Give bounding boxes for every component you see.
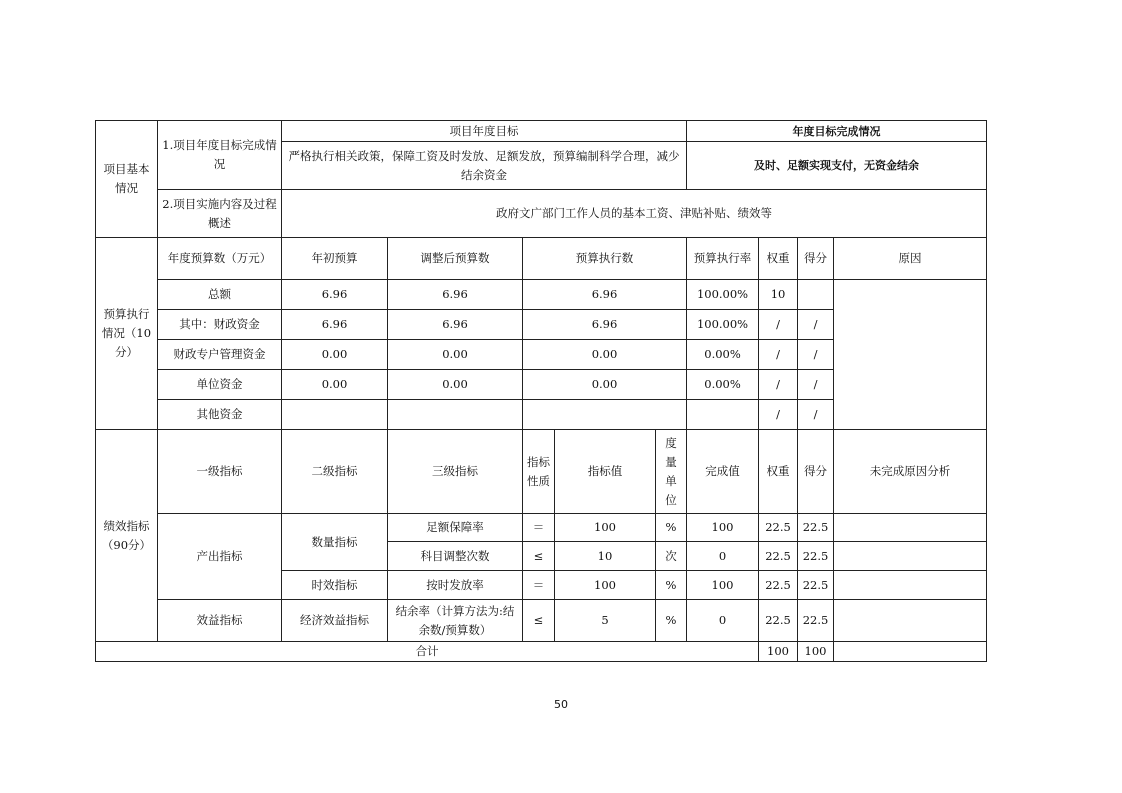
page-number: 50 <box>554 698 568 711</box>
perf-row-done: 100 <box>687 571 759 600</box>
perf-row-unit: % <box>656 571 687 600</box>
budget-row-rate: 100.00% <box>687 280 759 310</box>
perf-row-reason <box>834 542 987 571</box>
budget-row-initial <box>282 400 388 430</box>
budget-row-executed: 0.00 <box>523 370 687 400</box>
perf-row-name: 足额保障率 <box>388 514 523 542</box>
perf-row-name: 科目调整次数 <box>388 542 523 571</box>
budget-row-weight: / <box>759 310 798 340</box>
budget-row-rate: 0.00% <box>687 340 759 370</box>
budget-row-label: 其他资金 <box>158 400 282 430</box>
economic-indicator-label: 经济效益指标 <box>282 600 388 642</box>
annual-goal-header: 项目年度目标 <box>282 121 687 142</box>
budget-row-label: 其中：财政资金 <box>158 310 282 340</box>
budget-row-initial: 6.96 <box>282 310 388 340</box>
budget-row-label: 总额 <box>158 280 282 310</box>
budget-header-score: 得分 <box>798 238 834 280</box>
budget-header-annual: 年度预算数（万元） <box>158 238 282 280</box>
budget-row-adjusted: 6.96 <box>388 310 523 340</box>
perf-header-reason: 未完成原因分析 <box>834 430 987 514</box>
budget-header-initial: 年初预算 <box>282 238 388 280</box>
perf-row-nature: ≤ <box>523 600 555 642</box>
perf-row-nature: ≤ <box>523 542 555 571</box>
perf-header-level3: 三级指标 <box>388 430 523 514</box>
performance-evaluation-table <box>95 120 987 662</box>
perf-header-nature: 指标性质 <box>523 430 555 514</box>
perf-row-value: 10 <box>555 542 656 571</box>
budget-row-initial: 0.00 <box>282 370 388 400</box>
budget-row-weight: / <box>759 340 798 370</box>
total-score: 100 <box>798 642 834 662</box>
perf-row-weight: 22.5 <box>759 514 798 542</box>
perf-header-done: 完成值 <box>687 430 759 514</box>
budget-row-weight: / <box>759 370 798 400</box>
perf-row-done: 0 <box>687 600 759 642</box>
perf-row-score: 22.5 <box>798 514 834 542</box>
budget-row-score: / <box>798 310 834 340</box>
perf-header-weight: 权重 <box>759 430 798 514</box>
budget-row-executed: 6.96 <box>523 280 687 310</box>
perf-row-value: 100 <box>555 514 656 542</box>
budget-header-weight: 权重 <box>759 238 798 280</box>
perf-row <box>96 514 987 542</box>
budget-header-executed: 预算执行数 <box>523 238 687 280</box>
budget-section-label: 预算执行情况（10分） <box>96 238 158 430</box>
perf-row-value: 5 <box>555 600 656 642</box>
budget-row-weight: / <box>759 400 798 430</box>
perf-row-reason <box>834 571 987 600</box>
perf-row-weight: 22.5 <box>759 542 798 571</box>
budget-row-rate <box>687 400 759 430</box>
timeliness-indicator-label: 时效指标 <box>282 571 388 600</box>
perf-header-level1: 一级指标 <box>158 430 282 514</box>
budget-row <box>96 280 987 310</box>
perf-row-score: 22.5 <box>798 542 834 571</box>
total-label: 合计 <box>96 642 759 662</box>
budget-row-score: / <box>798 370 834 400</box>
total-row <box>96 642 987 662</box>
budget-row-score <box>798 280 834 310</box>
output-indicator-label: 产出指标 <box>158 514 282 600</box>
goal-completion-text: 及时、足额实现支付，无资金结余 <box>687 142 987 190</box>
project-content-label: 2.项目实施内容及过程概述 <box>158 190 282 238</box>
total-reason <box>834 642 987 662</box>
perf-row-score: 22.5 <box>798 571 834 600</box>
perf-header-level2: 二级指标 <box>282 430 388 514</box>
perf-header-unit: 度量单位 <box>656 430 687 514</box>
budget-row-adjusted: 0.00 <box>388 340 523 370</box>
perf-row-weight: 22.5 <box>759 600 798 642</box>
budget-row-adjusted: 0.00 <box>388 370 523 400</box>
perf-row-nature: ＝ <box>523 571 555 600</box>
budget-row-label: 财政专户管理资金 <box>158 340 282 370</box>
perf-row-reason <box>834 600 987 642</box>
budget-row-executed: 6.96 <box>523 310 687 340</box>
budget-row-initial: 6.96 <box>282 280 388 310</box>
budget-row-score: / <box>798 400 834 430</box>
performance-section-label: 绩效指标（90分） <box>96 430 158 642</box>
budget-row-adjusted <box>388 400 523 430</box>
budget-reason-cell <box>834 280 987 430</box>
budget-row-label: 单位资金 <box>158 370 282 400</box>
perf-row-unit: 次 <box>656 542 687 571</box>
budget-header-reason: 原因 <box>834 238 987 280</box>
perf-header-score: 得分 <box>798 430 834 514</box>
perf-row-reason <box>834 514 987 542</box>
perf-row-unit: % <box>656 600 687 642</box>
perf-row-nature: ＝ <box>523 514 555 542</box>
budget-row-initial: 0.00 <box>282 340 388 370</box>
benefit-indicator-label: 效益指标 <box>158 600 282 642</box>
budget-header-adjusted: 调整后预算数 <box>388 238 523 280</box>
budget-row-weight: 10 <box>759 280 798 310</box>
perf-row-value: 100 <box>555 571 656 600</box>
budget-row-adjusted: 6.96 <box>388 280 523 310</box>
perf-row-unit: % <box>656 514 687 542</box>
goal-completion-header: 年度目标完成情况 <box>687 121 987 142</box>
annual-goal-label: 1.项目年度目标完成情况 <box>158 121 282 190</box>
budget-header-rate: 预算执行率 <box>687 238 759 280</box>
budget-row-rate: 0.00% <box>687 370 759 400</box>
budget-row-executed <box>523 400 687 430</box>
annual-goal-text: 严格执行相关政策，保障工资及时发放、足额发放，预算编制科学合理，减少结余资金 <box>282 142 687 190</box>
perf-row-name: 按时发放率 <box>388 571 523 600</box>
budget-row-rate: 100.00% <box>687 310 759 340</box>
budget-row-executed: 0.00 <box>523 340 687 370</box>
perf-row-name: 结余率（计算方法为:结余数/预算数） <box>388 600 523 642</box>
perf-row-done: 100 <box>687 514 759 542</box>
perf-row-done: 0 <box>687 542 759 571</box>
project-content-text: 政府文广部门工作人员的基本工资、津贴补贴、绩效等 <box>282 190 987 238</box>
perf-row <box>96 600 987 642</box>
quantity-indicator-label: 数量指标 <box>282 514 388 571</box>
basic-info-section-label: 项目基本情况 <box>96 121 158 238</box>
perf-header-value: 指标值 <box>555 430 656 514</box>
perf-row-score: 22.5 <box>798 600 834 642</box>
perf-row-weight: 22.5 <box>759 571 798 600</box>
total-weight: 100 <box>759 642 798 662</box>
budget-row-score: / <box>798 340 834 370</box>
